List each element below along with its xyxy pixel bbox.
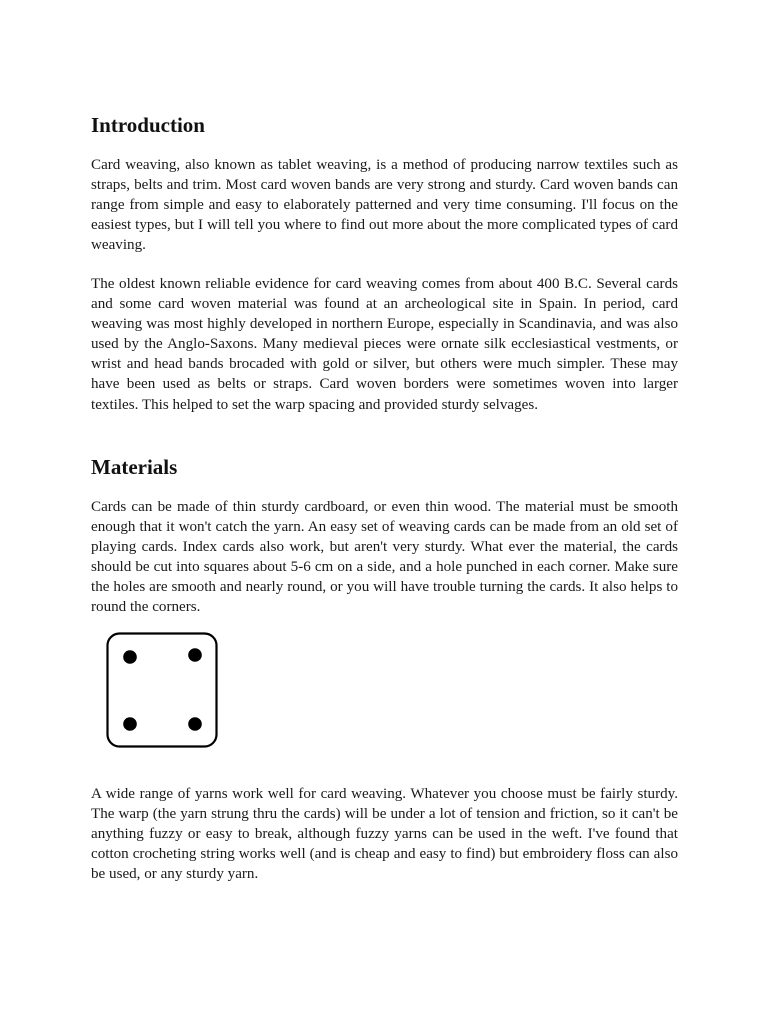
introduction-paragraph-1: Card weaving, also known as tablet weaving, is a method of producing narrow textiles such as straps, belts and trim. Most card woven bands are very strong and sturdy. Card woven bands can range from simple and easy to elaborately patterned and very time consuming. I'll focus on the easiest types, but I will tell you where to find out more about the more complicated types of card weaving. (91, 157, 678, 254)
materials-heading: Materials (91, 455, 178, 479)
card-outline (108, 634, 217, 747)
card-hole-top-right (188, 648, 202, 662)
weaving-card-figure (106, 632, 218, 748)
card-hole-bottom-left (123, 717, 137, 731)
card-hole-bottom-right (188, 717, 202, 731)
introduction-heading: Introduction (91, 113, 205, 137)
introduction-paragraph-2: The oldest known reliable evidence for card weaving comes from about 400 B.C. Several cards and some card woven material was found at an archeological site in Spain. In period, card weaving was most highly developed in northern Europe, especially in Scandinavia, and was also used by the Anglo-Saxons. Many medieval pieces were ornate silk ecclesiastical vestments, or wrist and head bands brocaded with gold or silver, but others were much simpler. These may have been used as belts or straps. Card woven borders were sometimes woven into larger textiles. This helped to set the warp spacing and provided sturdy selvages. (91, 276, 678, 413)
card-hole-top-left (123, 650, 137, 664)
materials-paragraph-1: Cards can be made of thin sturdy cardboard, or even thin wood. The material must be smooth enough that it won't catch the yarn. An easy set of weaving cards can be made from an old set of playing cards. Index cards also work, but aren't very sturdy. What ever the material, the cards should be cut into squares about 5-6 cm on a side, and a hole punched in each corner. Make sure the holes are smooth and nearly round, or you will have trouble turning the cards. It also helps to round the corners. (91, 499, 678, 616)
materials-paragraph-2: A wide range of yarns work well for card weaving. Whatever you choose must be fairly sturdy. The warp (the yarn strung thru the cards) will be under a lot of tension and friction, so it can't be anything fuzzy or easy to break, although fuzzy yarns can be used in the weft. I've found that cotton crocheting string works well (and is cheap and easy to find) but embroidery floss can also be used, or any sturdy yarn. (91, 786, 678, 883)
